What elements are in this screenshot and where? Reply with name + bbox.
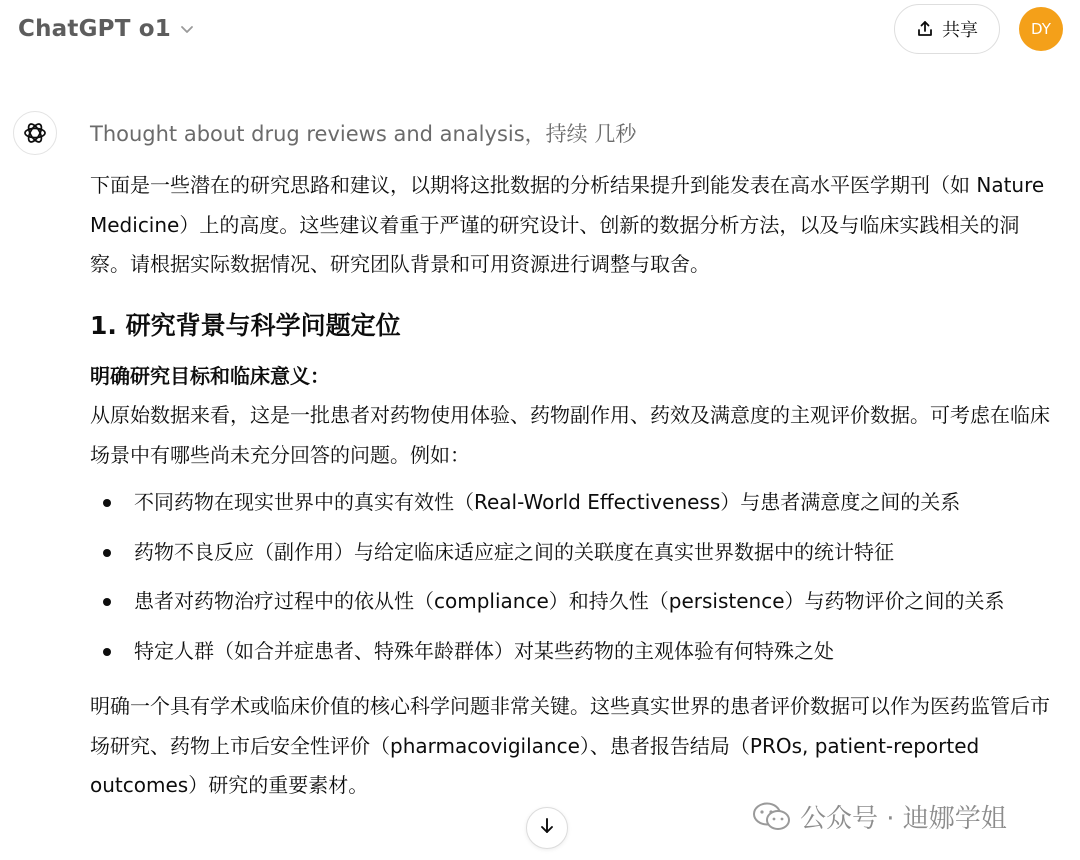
closing-paragraph: 明确一个具有学术或临床价值的核心科学问题非常关键。这些真实世界的患者评价数据可以作为医药监管后市场研究、药物上市后安全性评价（pharmacovigilance）、患者报告结局（PROs, patient-reported outcomes）研究的重要素材。 [90, 694, 1050, 797]
list-item-text: 患者对药物治疗过程中的依从性（compliance）和持久性（persistence）与药物评价之间的关系 [134, 589, 1005, 613]
avatar[interactable]: DY [1019, 7, 1063, 51]
intro-paragraph: 下面是一些潜在的研究思路和建议，以期将这批数据的分析结果提升到能发表在高水平医学期刊（如 Nature Medicine）上的高度。这些建议着重于严谨的研究设计、创新的数据分析方法，以及与临床实践相关的洞察。请根据实际数据情况、研究团队背景和可用资源进行调整与取舍。 [90, 173, 1045, 276]
bullet-dot [103, 549, 111, 557]
list-item [90, 582, 1055, 622]
share-upload-icon [916, 20, 934, 38]
list-item-text: 药物不良反应（副作用）与给定临床适应症之间的关联度在真实世界数据中的统计特征 [134, 539, 894, 564]
top-bar [0, 0, 1080, 60]
list-item [90, 483, 1055, 523]
bullet-list [90, 483, 1055, 671]
list-item-text: 不同药物在现实世界中的真实有效性（Real-World Effectiveness）与患者满意度之间的关系 [134, 490, 961, 514]
model-name: ChatGPT o1 [18, 16, 172, 42]
thought-summary-toggle[interactable]: Thought about drug reviews and analysis，持续 几秒 [90, 122, 637, 146]
arrow-down-icon [537, 816, 557, 840]
subheading: 明确研究目标和临床意义： [90, 363, 330, 388]
openai-logo-icon [13, 111, 57, 155]
bullet-dot [103, 598, 111, 606]
bullet-dot [103, 648, 111, 656]
watermark [752, 798, 1007, 835]
list-item-text: 特定人群（如合并症患者、特殊年龄群体）对某些药物的主观体验有何特殊之处 [134, 638, 834, 663]
model-selector[interactable] [12, 10, 201, 48]
watermark-text: 公众号 · 迪娜学姐 [800, 804, 1007, 834]
scroll-to-bottom-button[interactable] [526, 807, 568, 849]
chevron-down-icon [179, 21, 195, 37]
lead-paragraph: 从原始数据来看，这是一批患者对药物使用体验、药物副作用、药效及满意度的主观评价数据。可考虑在临床场景中有哪些尚未充分回答的问题。例如： [90, 403, 1050, 467]
wechat-logo-icon [752, 801, 792, 833]
assistant-message [90, 166, 1055, 806]
share-button[interactable] [894, 4, 1000, 54]
list-item [90, 533, 1055, 573]
bullet-dot [103, 499, 111, 507]
share-label: 共享 [942, 20, 978, 41]
list-item [90, 632, 1055, 672]
section-heading: 1. 研究背景与科学问题定位 [90, 310, 401, 340]
